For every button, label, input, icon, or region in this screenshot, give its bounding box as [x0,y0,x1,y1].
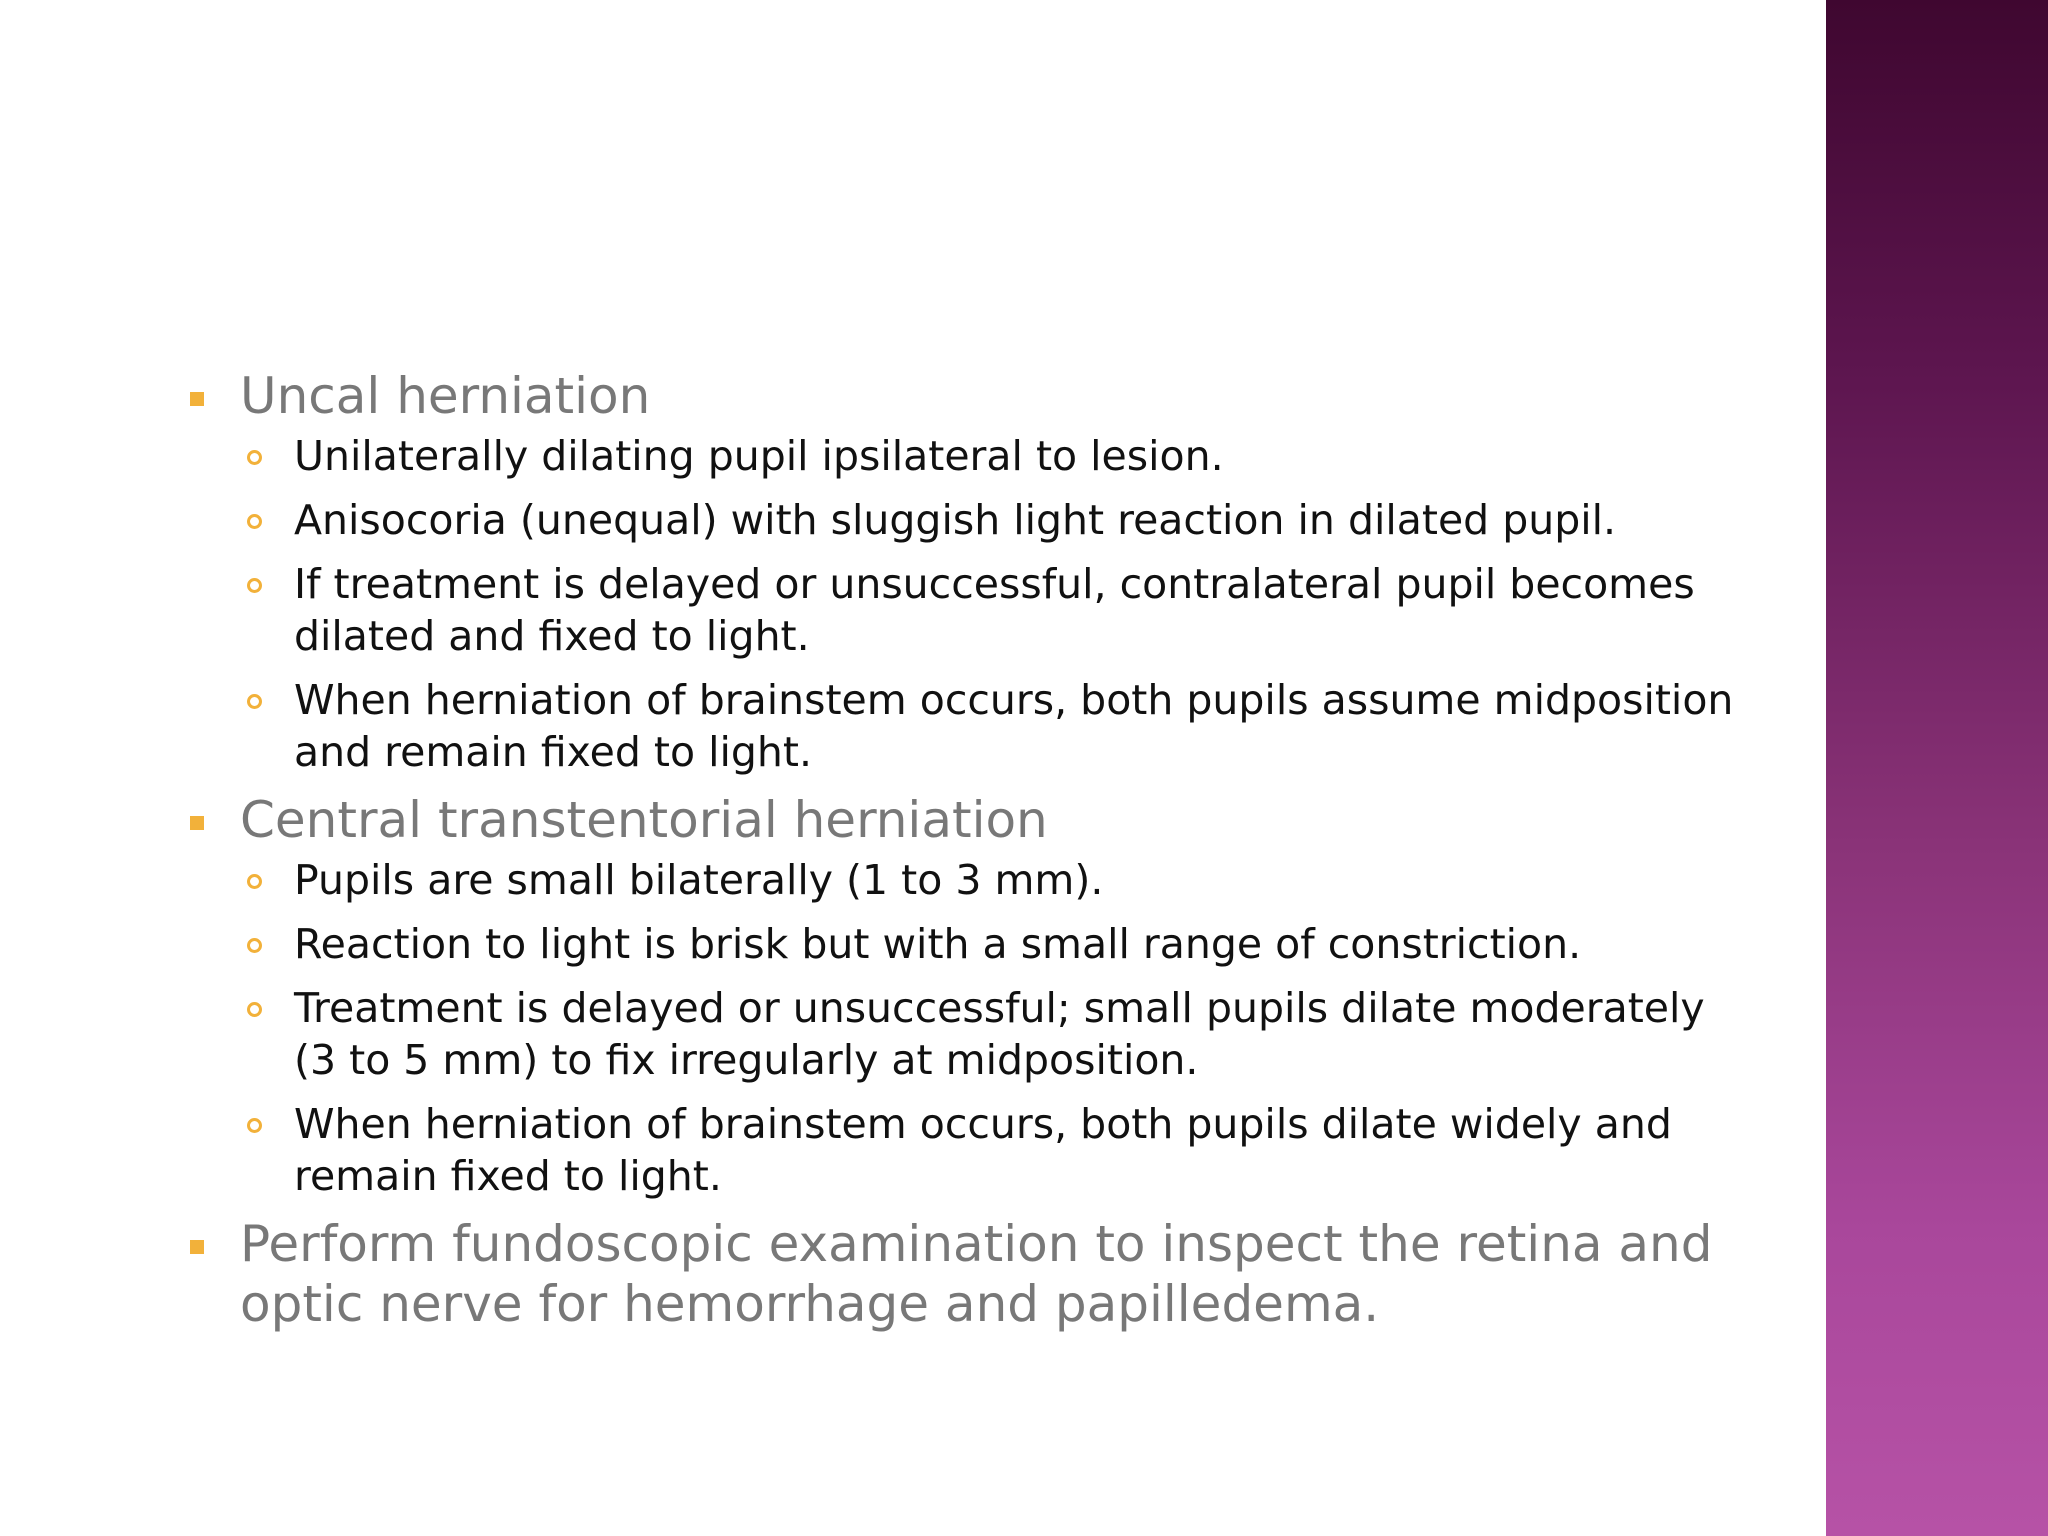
bullet-text: Uncal herniation [240,367,651,425]
sub-bullet-text: When herniation of brainstem occurs, both pupils assume midposition and remain fixed to light. [294,676,1734,776]
sub-bullet [190,1098,1750,1202]
ring-bullet-icon [247,1118,262,1133]
sub-bullet-text: Unilaterally dilating pupil ipsilateral to lesion. [294,432,1224,480]
sub-bullet [190,558,1750,662]
decorative-side-band [1826,0,2048,1536]
square-bullet-icon [190,392,204,406]
sub-bullet [190,494,1750,546]
sub-bullet-text: When herniation of brainstem occurs, both pupils dilate widely and remain fixed to light. [294,1100,1672,1200]
ring-bullet-icon [247,694,262,709]
sub-bullet-text: Reaction to light is brisk but with a small range of constriction. [294,920,1582,968]
sub-bullet [190,854,1750,906]
sub-bullet-text: Anisocoria (unequal) with sluggish light reaction in dilated pupil. [294,496,1617,544]
bullet-text: Central transtentorial herniation [240,791,1048,849]
sub-bullet [190,674,1750,778]
bullet-fundoscopic-examination [190,1214,1750,1334]
sub-bullet-text: Pupils are small bilaterally (1 to 3 mm). [294,856,1104,904]
ring-bullet-icon [247,1002,262,1017]
slide-content [190,366,1750,1334]
ring-bullet-icon [247,514,262,529]
bullet-text: Perform fundoscopic examination to inspect the retina and optic nerve for hemorrhage and papilledema. [240,1215,1713,1333]
sub-bullet [190,918,1750,970]
central-herniation-sublist [190,854,1750,1202]
ring-bullet-icon [247,450,262,465]
ring-bullet-icon [247,874,262,889]
sub-bullet-text: Treatment is delayed or unsuccessful; small pupils dilate moderately (3 to 5 mm) to fix irregularly at midposition. [294,984,1705,1084]
bullet-uncal-herniation [190,366,1750,426]
square-bullet-icon [190,816,204,830]
ring-bullet-icon [247,578,262,593]
sub-bullet-text: If treatment is delayed or unsuccessful, contralateral pupil becomes dilated and fixed to light. [294,560,1695,660]
bullet-central-transtentorial-herniation [190,790,1750,850]
sub-bullet [190,430,1750,482]
square-bullet-icon [190,1240,204,1254]
ring-bullet-icon [247,938,262,953]
uncal-herniation-sublist [190,430,1750,778]
sub-bullet [190,982,1750,1086]
